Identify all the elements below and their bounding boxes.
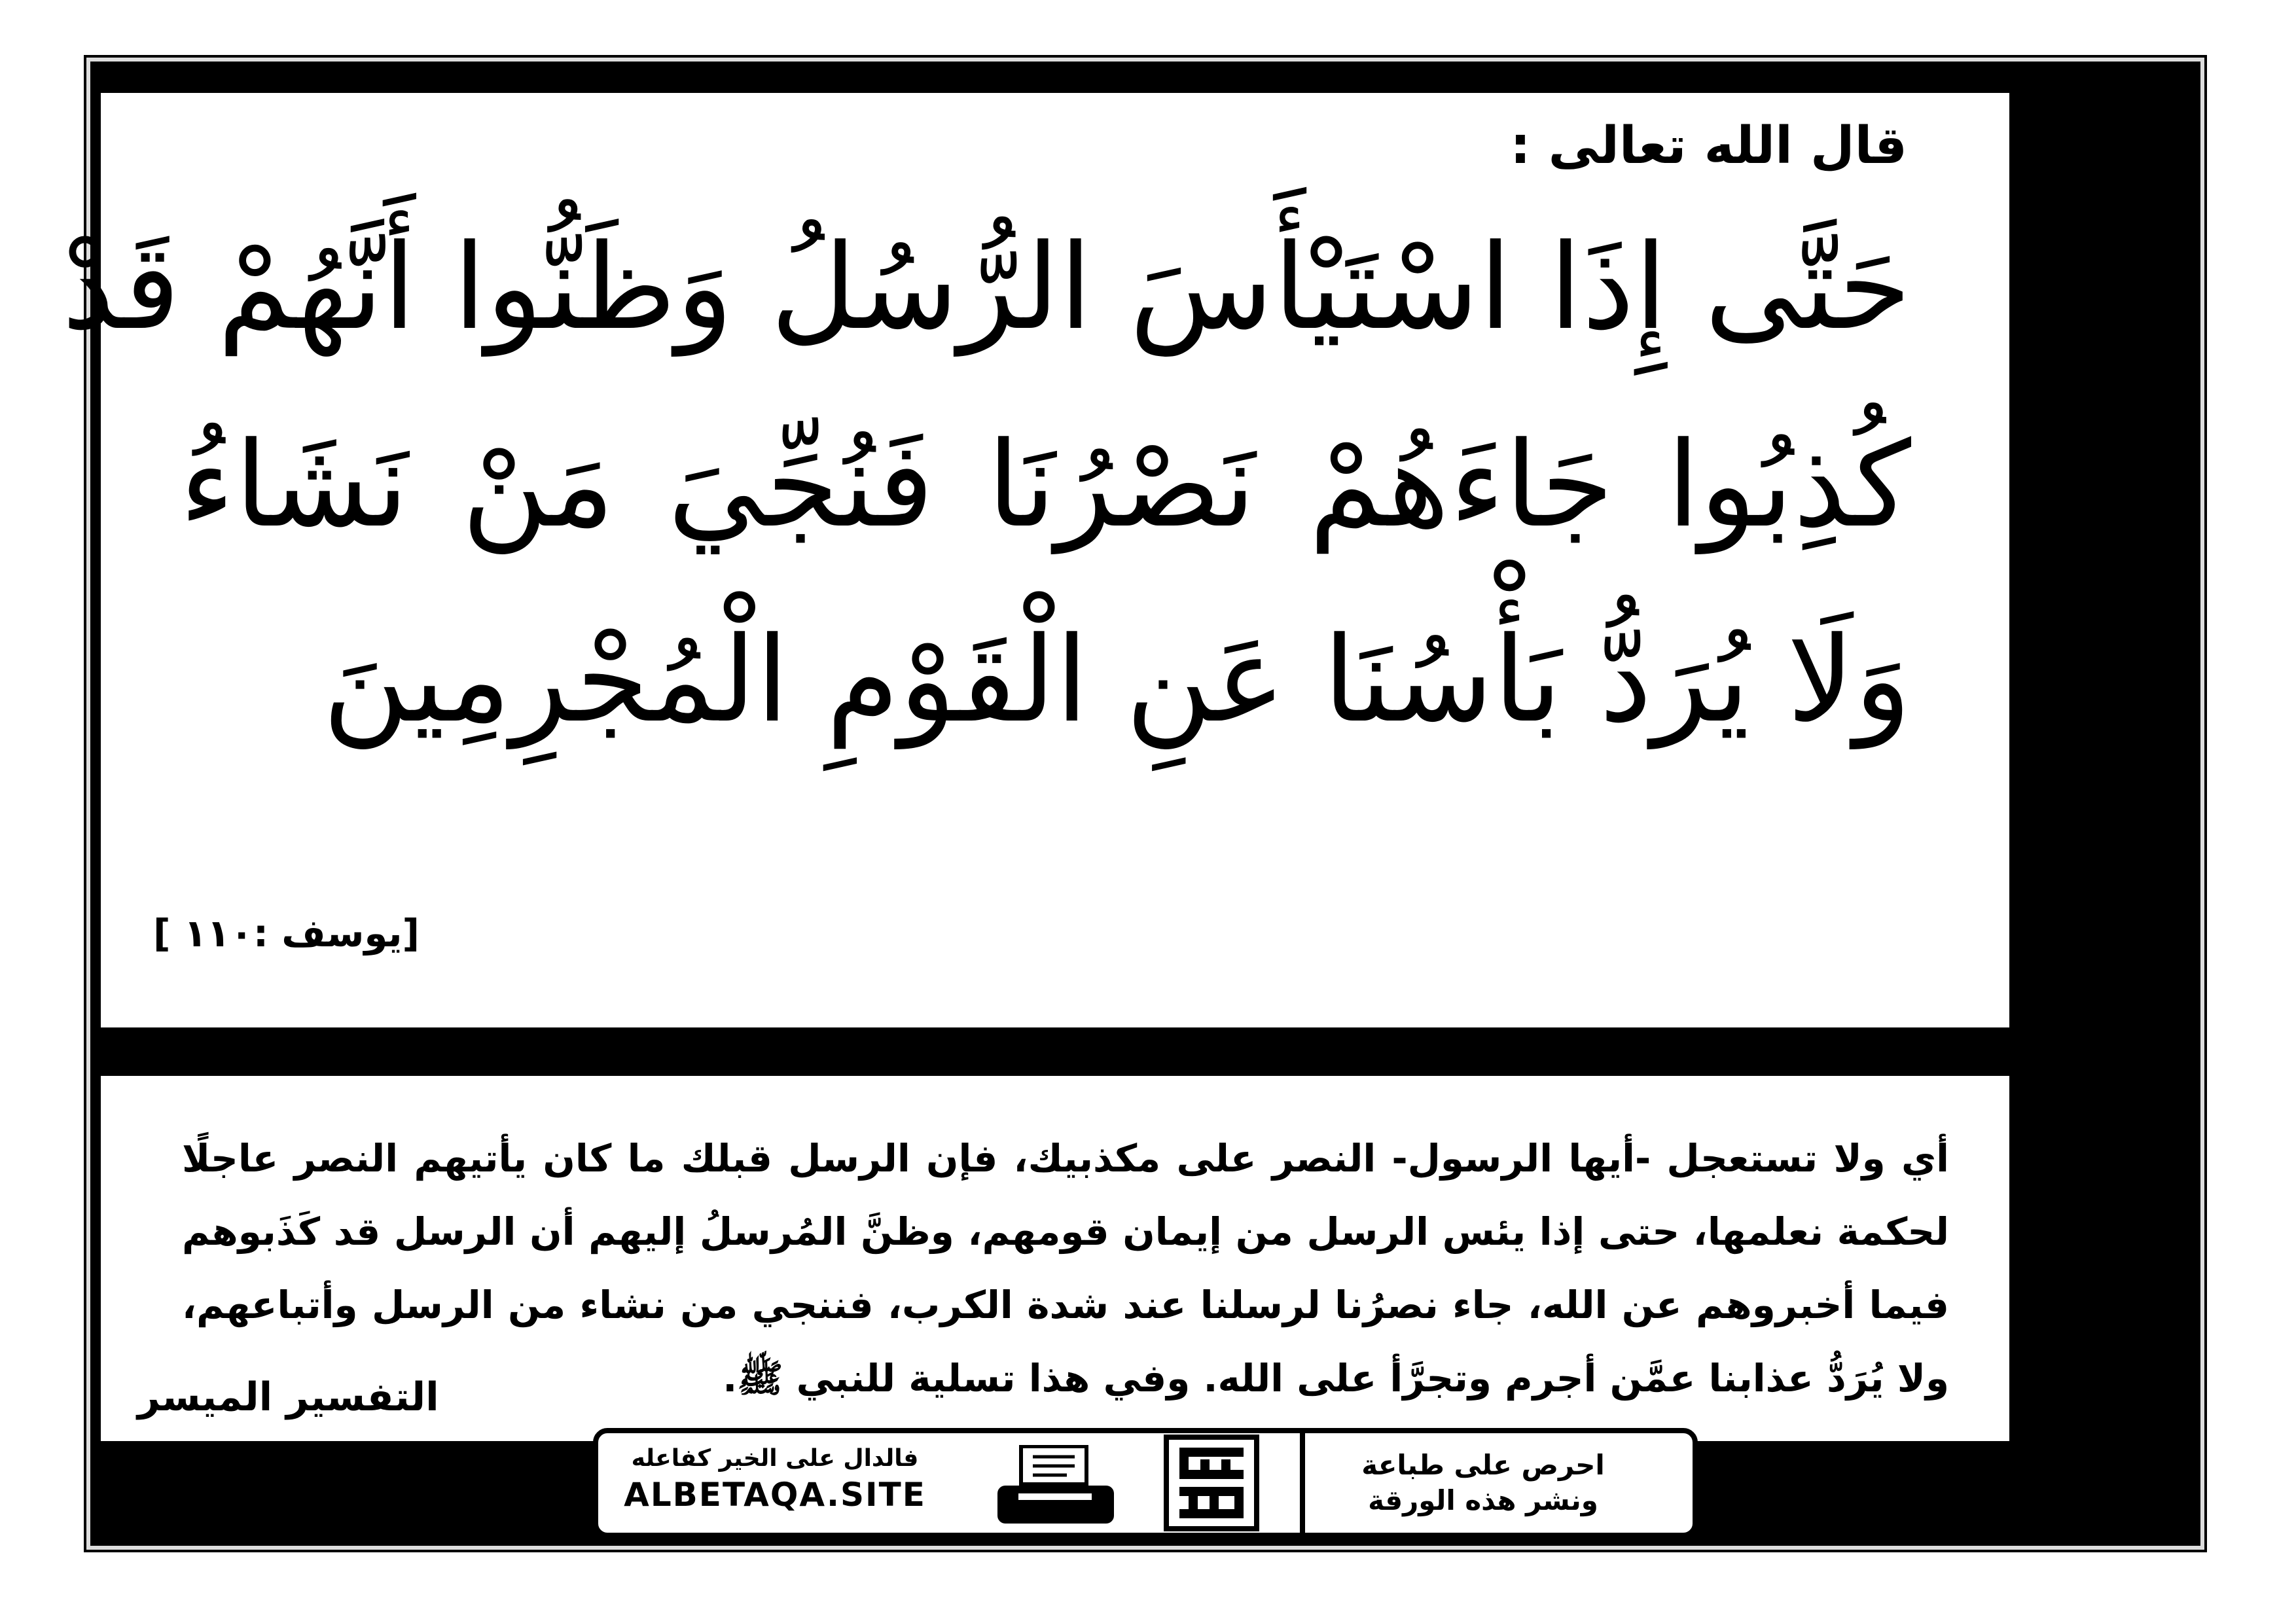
heading: قال الله تعالى : bbox=[1510, 116, 1907, 175]
footer-site-box bbox=[617, 1442, 933, 1524]
footer-site-link[interactable]: ALBETAQA.SITE bbox=[624, 1476, 926, 1514]
tafsir-source: التفسير الميسر bbox=[137, 1374, 439, 1420]
tafsir-panel bbox=[98, 1073, 2012, 1444]
verse-line-1: حَتَّى إِذَا اسْتَيْأَسَ الرُّسُلُ وَظَنُّوا أَنَّهُمْ قَدْ bbox=[62, 219, 1911, 356]
logo-image bbox=[1162, 1433, 1261, 1533]
verse-reference: [يوسف :١١٠ ] bbox=[153, 911, 420, 955]
verse-line-2: كُذِبُوا جَاءَهُمْ نَصْرُنَا فَنُجِّيَ مَنْ نَشَاءُ bbox=[179, 417, 1911, 554]
printer-icon bbox=[995, 1445, 1117, 1526]
tafsir-text: أي ولا تستعجل -أيها الرسول- النصر على مكذبيك، فإن الرسل قبلك ما كان يأتيهم النصر عاجلًا لحكمة نعلمها، حتى إذا يئس الرسل من إيمان قومهم، وظنَّ المُرسلُ إليهم أن الرسل قد كَذَبوهم فيما أخبروهم عن الله، جاء نصرُنا لرسلنا عند شدة الكرب، فننجي من نشاء من الرسل وأتباعهم، ولا يُرَدُّ عذابنا عمَّن أجرم وتجرَّأ على الله. وفي هذا تسلية للنبي ﷺ. bbox=[182, 1136, 1949, 1400]
footer-note-line-1: احرص على طباعة bbox=[1361, 1449, 1605, 1481]
footer-divider bbox=[1300, 1433, 1305, 1533]
footer-slogan: فالدال على الخير كفاعله bbox=[631, 1445, 919, 1472]
footer-note bbox=[1313, 1448, 1653, 1518]
footer-bar bbox=[593, 1428, 1698, 1538]
verse-panel bbox=[62, 90, 2012, 1030]
footer-note-line-2: ونشر هذه الورقة bbox=[1368, 1484, 1598, 1516]
verse-line-3: وَلَا يُرَدُّ بَأْسُنَا عَنِ الْقَوْمِ الْمُجْرِمِينَ bbox=[322, 612, 1911, 749]
